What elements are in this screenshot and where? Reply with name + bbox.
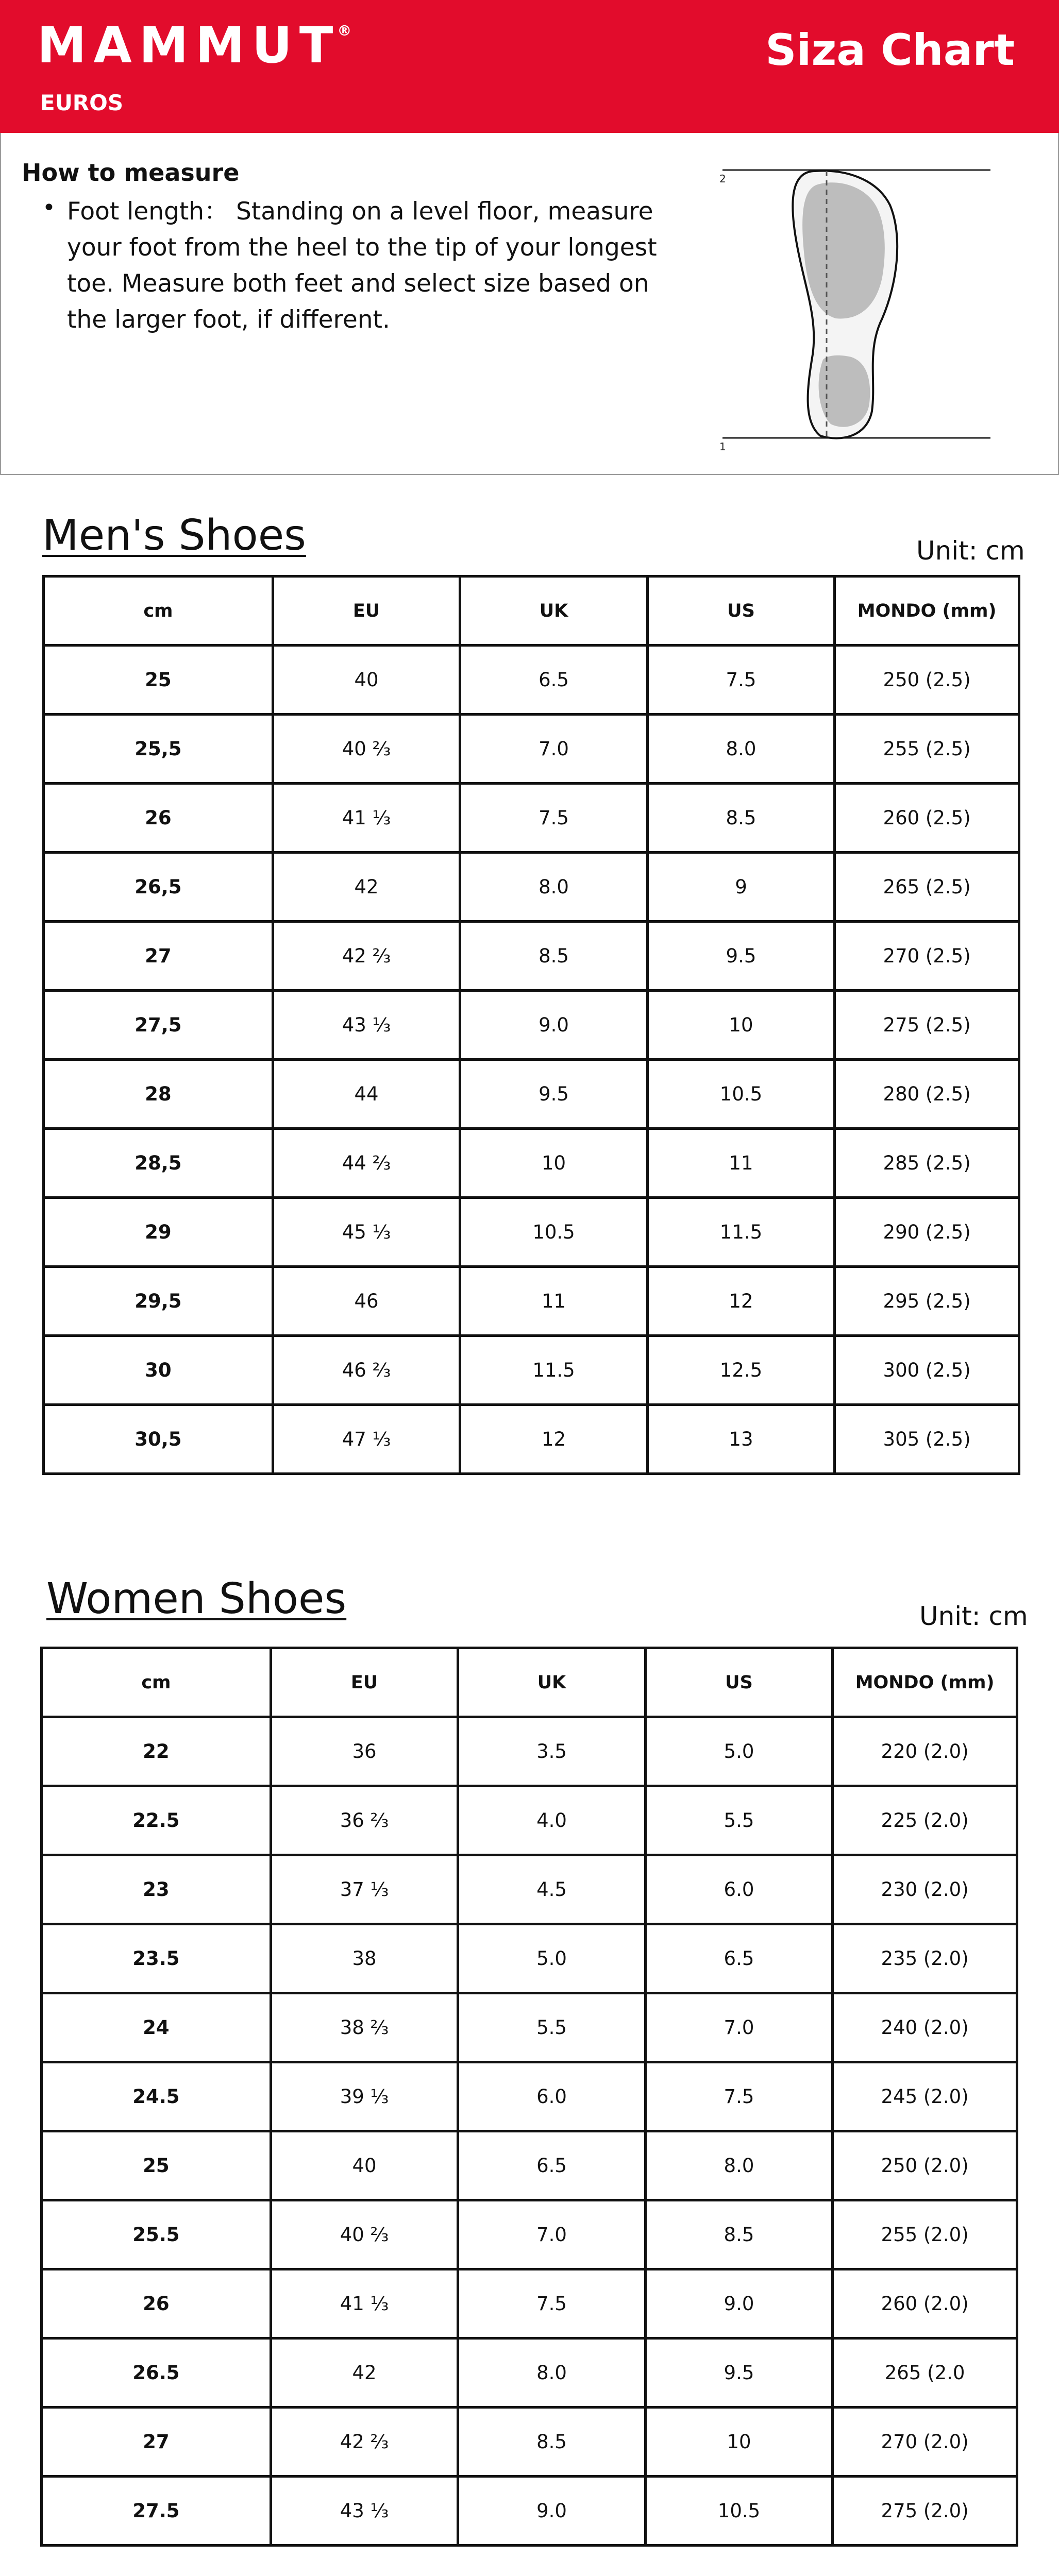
table-row — [42, 1786, 1017, 1855]
how-to-measure-panel — [0, 133, 1059, 475]
brand-name: MAMMUT — [37, 16, 341, 74]
table-row — [44, 991, 1019, 1060]
table-cell: 26 — [42, 2269, 271, 2338]
men-size-table — [42, 575, 1020, 1475]
table-cell: 27 — [42, 2408, 271, 2477]
table-cell: 11 — [460, 1267, 647, 1336]
measure-heading: How to measure — [22, 159, 240, 187]
table-cell: 7.5 — [645, 2062, 832, 2131]
table-row — [42, 2338, 1017, 2408]
table-row — [42, 2200, 1017, 2269]
table-cell: 41 ⅓ — [273, 784, 460, 853]
table-cell: 260 (2.5) — [835, 784, 1019, 853]
table-row — [44, 853, 1019, 922]
table-cell: 5.0 — [458, 1924, 645, 1993]
table-cell: 8.0 — [458, 2338, 645, 2408]
table-row — [42, 1855, 1017, 1924]
table-row — [42, 1993, 1017, 2062]
table-cell: 29,5 — [44, 1267, 273, 1336]
table-cell: 12.5 — [647, 1336, 834, 1405]
table-cell: 245 (2.0) — [833, 2062, 1017, 2131]
table-cell: 30 — [44, 1336, 273, 1405]
table-cell: 43 ⅓ — [273, 991, 460, 1060]
table-row — [42, 2477, 1017, 2546]
table-cell: 25.5 — [42, 2200, 271, 2269]
table-cell: 26 — [44, 784, 273, 853]
table-cell: 28,5 — [44, 1129, 273, 1198]
header-row — [42, 1648, 1017, 1717]
table-cell: 8.5 — [458, 2408, 645, 2477]
column-header: UK — [460, 577, 647, 646]
table-cell: 24.5 — [42, 2062, 271, 2131]
women-size-table — [40, 1647, 1018, 2547]
table-cell: 280 (2.5) — [835, 1060, 1019, 1129]
table-cell: 10.5 — [460, 1198, 647, 1267]
table-cell: 47 ⅓ — [273, 1405, 460, 1474]
table-cell: 275 (2.0) — [833, 2477, 1017, 2546]
table-cell: 265 (2.5) — [835, 853, 1019, 922]
table-row — [42, 2269, 1017, 2338]
table-cell: 230 (2.0) — [833, 1855, 1017, 1924]
table-cell: 7.0 — [460, 715, 647, 784]
table-row — [42, 2131, 1017, 2200]
table-cell: 5.5 — [458, 1993, 645, 2062]
table-cell: 44 ⅔ — [273, 1129, 460, 1198]
table-cell: 6.0 — [645, 1855, 832, 1924]
table-cell: 27 — [44, 922, 273, 991]
table-cell: 23 — [42, 1855, 271, 1924]
table-row — [44, 784, 1019, 853]
table-cell: 4.5 — [458, 1855, 645, 1924]
table-cell: 7.5 — [458, 2269, 645, 2338]
table-cell: 22 — [42, 1717, 271, 1786]
table-cell: 260 (2.0) — [833, 2269, 1017, 2338]
table-cell: 40 ⅔ — [273, 715, 460, 784]
table-cell: 10.5 — [645, 2477, 832, 2546]
table-cell: 26.5 — [42, 2338, 271, 2408]
table-row — [42, 2062, 1017, 2131]
table-cell: 28 — [44, 1060, 273, 1129]
table-cell: 10 — [645, 2408, 832, 2477]
table-cell: 7.0 — [458, 2200, 645, 2269]
table-cell: 36 ⅔ — [271, 1786, 458, 1855]
table-cell: 11 — [647, 1129, 834, 1198]
table-row — [44, 1267, 1019, 1336]
column-header: UK — [458, 1648, 645, 1717]
table-cell: 7.5 — [460, 784, 647, 853]
table-cell: 305 (2.5) — [835, 1405, 1019, 1474]
table-cell: 42 ⅔ — [273, 922, 460, 991]
table-cell: 7.0 — [645, 1993, 832, 2062]
table-cell: 8.5 — [645, 2200, 832, 2269]
table-cell: 10 — [647, 991, 834, 1060]
column-header: cm — [44, 577, 273, 646]
table-cell: 6.5 — [645, 1924, 832, 1993]
table-cell: 27,5 — [44, 991, 273, 1060]
table-cell: 7.5 — [647, 646, 834, 715]
table-cell: 265 (2.0 — [833, 2338, 1017, 2408]
header-row — [44, 577, 1019, 646]
measure-instructions: Foot length： Standing on a level floor, measure your foot from the heel to the tip of your longest toe. Measure both feet and select size based on the larger foot, if different. — [67, 197, 657, 334]
table-cell: 30,5 — [44, 1405, 273, 1474]
bullet-dot: • — [42, 195, 56, 221]
table-cell: 3.5 — [458, 1717, 645, 1786]
table-cell: 9.5 — [460, 1060, 647, 1129]
table-cell: 10 — [460, 1129, 647, 1198]
table-cell: 250 (2.0) — [833, 2131, 1017, 2200]
table-cell: 235 (2.0) — [833, 1924, 1017, 1993]
column-header: US — [647, 577, 834, 646]
table-cell: 23.5 — [42, 1924, 271, 1993]
table-cell: 10.5 — [647, 1060, 834, 1129]
table-cell: 6.5 — [458, 2131, 645, 2200]
table-cell: 42 — [273, 853, 460, 922]
table-cell: 225 (2.0) — [833, 1786, 1017, 1855]
table-row — [42, 2408, 1017, 2477]
table-cell: 255 (2.0) — [833, 2200, 1017, 2269]
women-section-title: Women Shoes — [46, 1574, 347, 1623]
table-cell: 9.0 — [645, 2269, 832, 2338]
table-cell: 8.5 — [460, 922, 647, 991]
table-cell: 9.5 — [645, 2338, 832, 2408]
table-cell: 270 (2.0) — [833, 2408, 1017, 2477]
table-cell: 42 ⅔ — [271, 2408, 458, 2477]
table-row — [44, 1060, 1019, 1129]
table-cell: 9.0 — [458, 2477, 645, 2546]
table-cell: 25,5 — [44, 715, 273, 784]
table-cell: 25 — [44, 646, 273, 715]
table-cell: 9.0 — [460, 991, 647, 1060]
table-cell: 8.5 — [647, 784, 834, 853]
table-cell: 37 ⅓ — [271, 1855, 458, 1924]
table-row — [44, 715, 1019, 784]
table-cell: 41 ⅓ — [271, 2269, 458, 2338]
table-row — [44, 1129, 1019, 1198]
table-row — [42, 1924, 1017, 1993]
table-cell: 22.5 — [42, 1786, 271, 1855]
table-cell: 40 — [271, 2131, 458, 2200]
table-cell: 38 — [271, 1924, 458, 1993]
table-cell: 11.5 — [460, 1336, 647, 1405]
page-title: Siza Chart — [765, 25, 1015, 75]
table-cell: 6.5 — [460, 646, 647, 715]
table-cell: 46 ⅔ — [273, 1336, 460, 1405]
table-cell: 270 (2.5) — [835, 922, 1019, 991]
table-row — [44, 646, 1019, 715]
table-cell: 12 — [460, 1405, 647, 1474]
table-cell: 255 (2.5) — [835, 715, 1019, 784]
table-cell: 300 (2.5) — [835, 1336, 1019, 1405]
table-cell: 240 (2.0) — [833, 1993, 1017, 2062]
table-cell: 43 ⅓ — [271, 2477, 458, 2546]
table-cell: 8.0 — [460, 853, 647, 922]
foot-sole-front — [802, 182, 885, 318]
table-cell: 295 (2.5) — [835, 1267, 1019, 1336]
table-cell: 8.0 — [647, 715, 834, 784]
column-header: MONDO (mm) — [835, 577, 1019, 646]
table-cell: 290 (2.5) — [835, 1198, 1019, 1267]
table-row — [44, 922, 1019, 991]
table-cell: 13 — [647, 1405, 834, 1474]
mammut-logo — [37, 16, 355, 74]
table-cell: 9.5 — [647, 922, 834, 991]
table-cell: 24 — [42, 1993, 271, 2062]
table-cell: 36 — [271, 1717, 458, 1786]
region-label: EUROS — [40, 90, 124, 115]
column-header: EU — [271, 1648, 458, 1717]
table-cell: 285 (2.5) — [835, 1129, 1019, 1198]
table-cell: 39 ⅓ — [271, 2062, 458, 2131]
table-cell: 6.0 — [458, 2062, 645, 2131]
men-section-title: Men's Shoes — [42, 511, 306, 560]
table-row — [44, 1405, 1019, 1474]
column-header: EU — [273, 577, 460, 646]
table-cell: 45 ⅓ — [273, 1198, 460, 1267]
table-cell: 40 — [273, 646, 460, 715]
diagram-label-top: 2 — [719, 173, 726, 185]
table-cell: 44 — [273, 1060, 460, 1129]
column-header: cm — [42, 1648, 271, 1717]
table-cell: 27.5 — [42, 2477, 271, 2546]
men-unit-label: Unit: cm — [916, 536, 1025, 566]
table-cell: 40 ⅔ — [271, 2200, 458, 2269]
table-cell: 46 — [273, 1267, 460, 1336]
table-cell: 275 (2.5) — [835, 991, 1019, 1060]
column-header: US — [645, 1648, 832, 1717]
table-cell: 12 — [647, 1267, 834, 1336]
table-cell: 38 ⅔ — [271, 1993, 458, 2062]
diagram-label-bottom: 1 — [719, 440, 726, 452]
table-row — [44, 1336, 1019, 1405]
foot-measure-diagram — [712, 164, 1001, 452]
women-unit-label: Unit: cm — [919, 1601, 1028, 1631]
table-cell: 220 (2.0) — [833, 1717, 1017, 1786]
table-cell: 29 — [44, 1198, 273, 1267]
table-row — [42, 1717, 1017, 1786]
table-cell: 4.0 — [458, 1786, 645, 1855]
brand-header — [0, 0, 1059, 133]
table-cell: 250 (2.5) — [835, 646, 1019, 715]
registered-mark: ® — [337, 22, 352, 39]
table-cell: 42 — [271, 2338, 458, 2408]
table-cell: 5.5 — [645, 1786, 832, 1855]
table-row — [44, 1198, 1019, 1267]
column-header: MONDO (mm) — [833, 1648, 1017, 1717]
table-cell: 11.5 — [647, 1198, 834, 1267]
table-cell: 5.0 — [645, 1717, 832, 1786]
table-cell: 9 — [647, 853, 834, 922]
table-cell: 8.0 — [645, 2131, 832, 2200]
table-cell: 25 — [42, 2131, 271, 2200]
table-cell: 26,5 — [44, 853, 273, 922]
